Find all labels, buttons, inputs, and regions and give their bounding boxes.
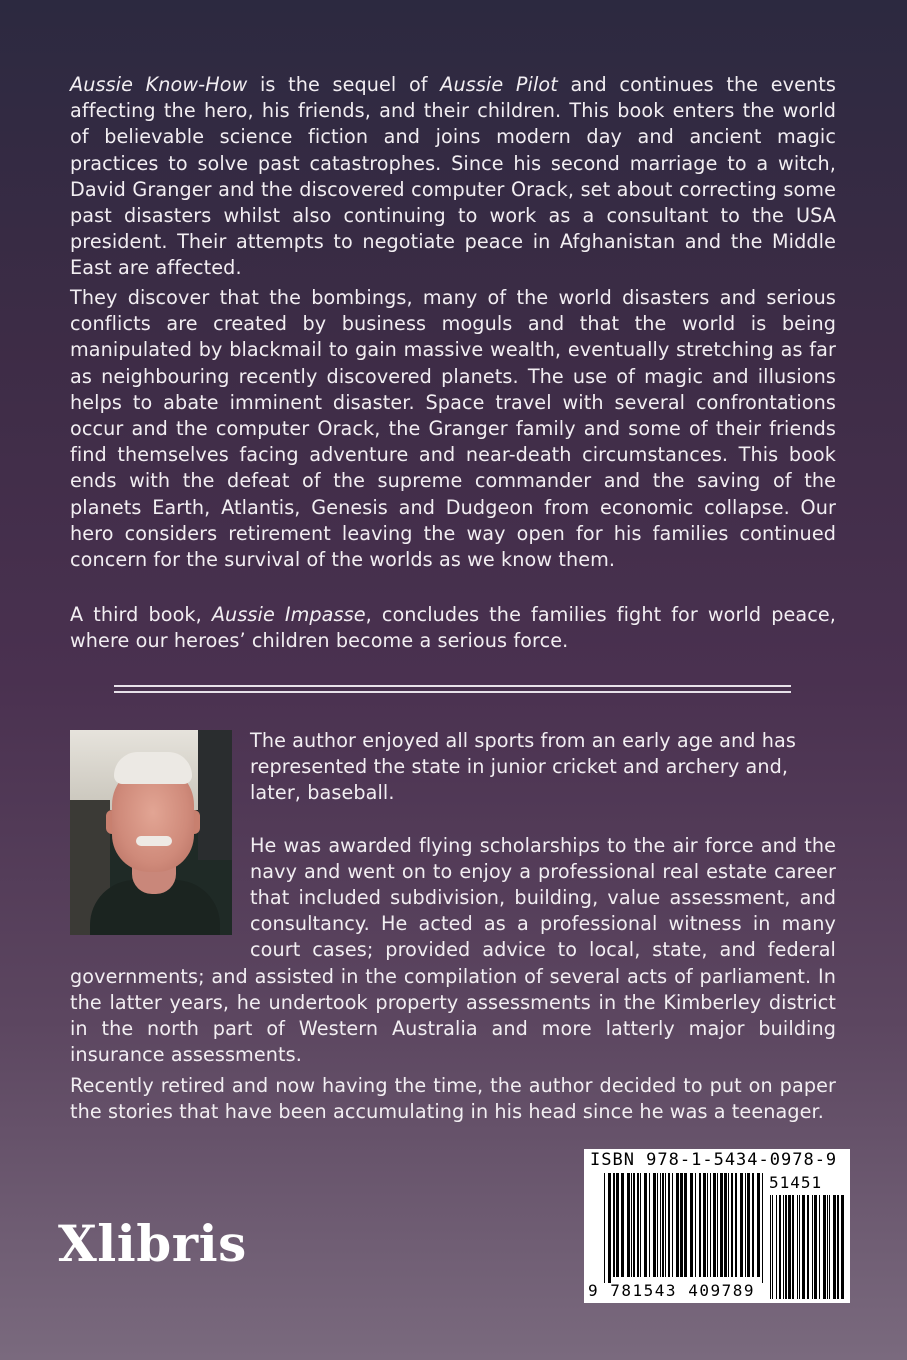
barcode-bar bbox=[823, 1195, 826, 1299]
barcode-bar bbox=[814, 1195, 817, 1299]
barcode-bar bbox=[819, 1195, 820, 1299]
barcode-bar bbox=[841, 1195, 844, 1299]
barcode-bar bbox=[703, 1173, 706, 1277]
barcode-bar bbox=[731, 1173, 733, 1277]
author-bio bbox=[70, 728, 836, 1068]
author-paragraph-1: The author enjoyed all sports from an early age and has represented the state in junior cricket and archery and, later, baseball. bbox=[250, 729, 796, 805]
barcode-bar bbox=[788, 1195, 791, 1299]
isbn-barcode bbox=[584, 1149, 850, 1303]
barcode-bar bbox=[637, 1173, 639, 1277]
barcode-bar bbox=[690, 1173, 693, 1277]
barcode-bar bbox=[649, 1173, 650, 1277]
barcode-bar bbox=[720, 1173, 723, 1277]
author-paragraph-3: Recently retired and now having the time, the author decided to put on paper the stories that have been accumulating in his head since he was a teenager. bbox=[70, 1074, 836, 1124]
barcode-bar bbox=[662, 1173, 664, 1277]
barcode-bar bbox=[699, 1173, 701, 1277]
blurb-text: A third book, bbox=[70, 603, 212, 626]
barcode-bar bbox=[829, 1195, 830, 1299]
barcode-bar bbox=[747, 1173, 750, 1277]
barcode-bars bbox=[584, 1149, 850, 1303]
barcode-digits: 9 781543 409789 bbox=[588, 1281, 755, 1300]
barcode-bar bbox=[644, 1173, 647, 1277]
barcode-bar bbox=[695, 1173, 696, 1277]
barcode-bar bbox=[608, 1173, 611, 1283]
barcode-bar bbox=[717, 1173, 718, 1277]
barcode-bar bbox=[779, 1195, 781, 1299]
blurb-text: , concludes the families fight for world peace, where our heroes’ children become a serious force. bbox=[70, 603, 837, 653]
barcode-bar bbox=[707, 1173, 708, 1277]
barcode-bar bbox=[680, 1173, 683, 1277]
barcode-bar bbox=[770, 1195, 771, 1299]
book-title-aussie-know-how: Aussie Know-How bbox=[70, 73, 248, 96]
barcode-bar bbox=[745, 1173, 746, 1277]
blurb-paragraph-3 bbox=[70, 602, 836, 654]
barcode-bar bbox=[740, 1173, 743, 1277]
barcode-bar bbox=[676, 1173, 679, 1277]
barcode-bar bbox=[665, 1173, 666, 1277]
barcode-bar bbox=[799, 1195, 800, 1299]
barcode-bar bbox=[684, 1173, 687, 1277]
barcode-bar bbox=[785, 1195, 787, 1299]
section-divider bbox=[114, 685, 791, 693]
barcode-bar bbox=[724, 1173, 727, 1277]
barcode-bar bbox=[668, 1173, 670, 1277]
barcode-bar bbox=[776, 1195, 777, 1299]
barcode-bar bbox=[713, 1173, 716, 1277]
barcode-bar bbox=[728, 1173, 729, 1277]
barcode-bar bbox=[752, 1173, 754, 1277]
barcode-bar bbox=[616, 1173, 619, 1277]
barcode-bar bbox=[613, 1173, 615, 1277]
barcode-bar bbox=[762, 1173, 763, 1283]
barcode-bar bbox=[660, 1173, 661, 1277]
barcode-bar bbox=[783, 1195, 784, 1299]
barcode-bar bbox=[631, 1173, 632, 1277]
barcode-bar bbox=[640, 1173, 641, 1277]
blurb-paragraph-2: They discover that the bombings, many of the world disasters and serious conflicts are created by business moguls and that the world is being manipulated by blackmail to gain massive wealth, eventually stretching as far as neighbouring recently discovered planets. The use of magic and illusions helps to abate imminent disaster. Space travel with several confrontations occur and the computer Orack, the Granger family and some of their friends find themselves facing adventure and near-death circumstances. This book ends with the defeat of the supreme commander and the saving of the planets Earth, Atlantis, Genesis and Dudgeon from economic collapse. Our hero considers retirement leaving the way open for his families continued concern for the survival of the worlds as we know them. bbox=[70, 286, 836, 572]
book-title-aussie-impasse: Aussie Impasse bbox=[211, 603, 366, 626]
book-title-aussie-pilot: Aussie Pilot bbox=[440, 73, 558, 96]
isbn-label: ISBN 978-1-5434-0978-9 bbox=[590, 1150, 838, 1170]
author-paragraph-2: He was awarded flying scholarships to the air force and the navy and went on to enjoy a professional real estate career that included subdivision, building, value assessment, and consultancy. He acted as a professional witness in many court cases; provided advice to local, state, and federal governments; and assisted in the compilation of several acts of parliament. In the latter years, he undertook property assessments in the Kimberley district in the north part of Western Australia and more latterly major building insurance assessments. bbox=[70, 833, 836, 1067]
blurb-text: and continues the events affecting the hero, his friends, and their children. This book enters the world of believable science fiction and joins modern day and ancient magic practices to solve past catastrophes. Since his second marriage to a witch, David Granger and the discovered computer Orack, set about correcting some past disasters whilst also continuing to work as a consultant to the USA president. Their attempts to negotiate peace in Afghanistan and the Middle East are affected. bbox=[70, 73, 836, 280]
author-photo bbox=[70, 730, 232, 935]
barcode-bar bbox=[657, 1173, 658, 1277]
barcode-bar bbox=[653, 1173, 656, 1277]
barcode-bar bbox=[633, 1173, 635, 1277]
barcode-bar bbox=[812, 1195, 813, 1299]
barcode-bar bbox=[792, 1195, 794, 1299]
barcode-bar bbox=[735, 1173, 737, 1277]
barcode-bar bbox=[621, 1173, 624, 1277]
barcode-bar bbox=[833, 1195, 836, 1299]
barcode-bar bbox=[604, 1173, 605, 1283]
barcode-bar bbox=[710, 1173, 711, 1277]
barcode-bar bbox=[827, 1195, 828, 1299]
barcode-bar bbox=[757, 1173, 760, 1277]
barcode-bar bbox=[802, 1195, 805, 1299]
blurb-paragraph-1 bbox=[70, 72, 836, 282]
blurb-text: is the sequel of bbox=[247, 73, 441, 96]
barcode-bar bbox=[627, 1173, 630, 1277]
barcode-bar bbox=[672, 1173, 673, 1277]
barcode-bar bbox=[797, 1195, 798, 1299]
barcode-bar bbox=[837, 1195, 839, 1299]
barcode-bar bbox=[807, 1195, 809, 1299]
barcode-bar bbox=[772, 1195, 773, 1299]
barcode-addon-digits: 51451 bbox=[769, 1173, 823, 1192]
xlibris-logo: Xlibris bbox=[58, 1214, 247, 1273]
